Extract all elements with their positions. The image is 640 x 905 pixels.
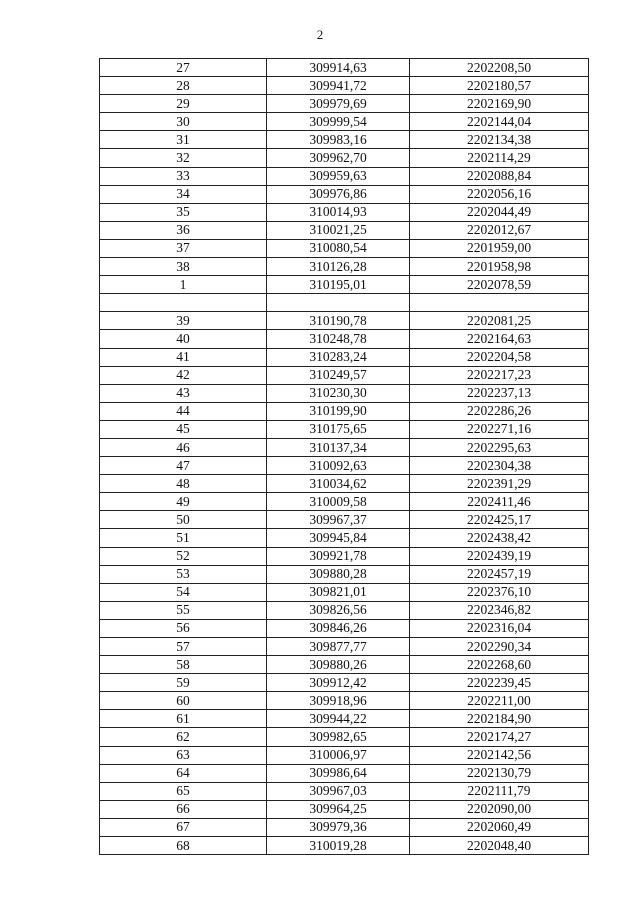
point-number-cell: 65 bbox=[100, 782, 267, 800]
y-coordinate-cell: 2202078,59 bbox=[410, 276, 589, 294]
y-coordinate-cell: 2202164,63 bbox=[410, 330, 589, 348]
table-row bbox=[100, 818, 589, 836]
x-coordinate-cell: 309964,25 bbox=[267, 800, 410, 818]
table-row bbox=[100, 438, 589, 456]
y-coordinate-cell: 2202130,79 bbox=[410, 764, 589, 782]
x-coordinate-cell: 310199,90 bbox=[267, 402, 410, 420]
y-coordinate-cell: 2201958,98 bbox=[410, 258, 589, 276]
x-coordinate-cell: 310248,78 bbox=[267, 330, 410, 348]
table-row bbox=[100, 475, 589, 493]
point-number-cell: 31 bbox=[100, 131, 267, 149]
table-row bbox=[100, 837, 589, 855]
point-number-cell: 58 bbox=[100, 656, 267, 674]
x-coordinate-cell: 310009,58 bbox=[267, 493, 410, 511]
y-coordinate-cell: 2202376,10 bbox=[410, 583, 589, 601]
table-row bbox=[100, 131, 589, 149]
table-row bbox=[100, 782, 589, 800]
y-coordinate-cell: 2202304,38 bbox=[410, 457, 589, 475]
table-row bbox=[100, 529, 589, 547]
point-number-cell: 44 bbox=[100, 402, 267, 420]
y-coordinate-cell: 2202295,63 bbox=[410, 438, 589, 456]
y-coordinate-cell: 2202012,67 bbox=[410, 221, 589, 239]
x-coordinate-cell: 309999,54 bbox=[267, 113, 410, 131]
table-row bbox=[100, 601, 589, 619]
x-coordinate-cell: 310021,25 bbox=[267, 221, 410, 239]
point-number-cell: 27 bbox=[100, 59, 267, 77]
y-coordinate-cell: 2202346,82 bbox=[410, 601, 589, 619]
point-number-cell: 1 bbox=[100, 276, 267, 294]
point-number-cell: 49 bbox=[100, 493, 267, 511]
y-coordinate-cell: 2202044,49 bbox=[410, 203, 589, 221]
x-coordinate-cell: 310080,54 bbox=[267, 239, 410, 257]
table-row bbox=[100, 384, 589, 402]
point-number-cell: 56 bbox=[100, 619, 267, 637]
table-row bbox=[100, 258, 589, 276]
y-coordinate-cell: 2202088,84 bbox=[410, 167, 589, 185]
point-number-cell: 59 bbox=[100, 674, 267, 692]
x-coordinate-cell: 310034,62 bbox=[267, 475, 410, 493]
y-coordinate-cell: 2202316,04 bbox=[410, 619, 589, 637]
point-number-cell: 53 bbox=[100, 565, 267, 583]
y-coordinate-cell: 2202142,56 bbox=[410, 746, 589, 764]
x-coordinate-cell: 309912,42 bbox=[267, 674, 410, 692]
x-coordinate-cell: 309914,63 bbox=[267, 59, 410, 77]
y-coordinate-cell: 2202144,04 bbox=[410, 113, 589, 131]
y-coordinate-cell: 2202217,23 bbox=[410, 366, 589, 384]
point-number-cell: 66 bbox=[100, 800, 267, 818]
x-coordinate-cell: 309959,63 bbox=[267, 167, 410, 185]
table-row bbox=[100, 330, 589, 348]
table-row bbox=[100, 95, 589, 113]
y-coordinate-cell: 2202090,00 bbox=[410, 800, 589, 818]
table-row bbox=[100, 565, 589, 583]
y-coordinate-cell: 2202438,42 bbox=[410, 529, 589, 547]
y-coordinate-cell: 2202134,38 bbox=[410, 131, 589, 149]
point-number-cell: 54 bbox=[100, 583, 267, 601]
table-row bbox=[100, 457, 589, 475]
y-coordinate-cell: 2201959,00 bbox=[410, 239, 589, 257]
y-coordinate-cell: 2202439,19 bbox=[410, 547, 589, 565]
table-row bbox=[100, 692, 589, 710]
y-coordinate-cell: 2202391,29 bbox=[410, 475, 589, 493]
point-number-cell: 43 bbox=[100, 384, 267, 402]
point-number-cell: 50 bbox=[100, 511, 267, 529]
y-coordinate-cell: 2202081,25 bbox=[410, 312, 589, 330]
coordinates-table bbox=[99, 58, 589, 855]
y-coordinate-cell: 2202211,00 bbox=[410, 692, 589, 710]
point-number-cell: 34 bbox=[100, 185, 267, 203]
table-row bbox=[100, 638, 589, 656]
point-number-cell: 46 bbox=[100, 438, 267, 456]
separator-row bbox=[100, 294, 589, 312]
x-coordinate-cell: 310283,24 bbox=[267, 348, 410, 366]
y-coordinate-cell: 2202060,49 bbox=[410, 818, 589, 836]
point-number-cell: 67 bbox=[100, 818, 267, 836]
y-coordinate-cell: 2202111,79 bbox=[410, 782, 589, 800]
point-number-cell: 41 bbox=[100, 348, 267, 366]
point-number-cell: 38 bbox=[100, 258, 267, 276]
y-coordinate-cell: 2202048,40 bbox=[410, 837, 589, 855]
point-number-cell: 29 bbox=[100, 95, 267, 113]
table-row bbox=[100, 167, 589, 185]
table-row bbox=[100, 746, 589, 764]
table-row bbox=[100, 77, 589, 95]
x-coordinate-cell: 309979,69 bbox=[267, 95, 410, 113]
x-coordinate-cell: 310195,01 bbox=[267, 276, 410, 294]
x-coordinate-cell: 309846,26 bbox=[267, 619, 410, 637]
table-row bbox=[100, 493, 589, 511]
point-number-cell: 63 bbox=[100, 746, 267, 764]
x-coordinate-cell: 309983,16 bbox=[267, 131, 410, 149]
table-row bbox=[100, 764, 589, 782]
table-row bbox=[100, 547, 589, 565]
coordinates-table-body bbox=[100, 59, 589, 855]
point-number-cell: 57 bbox=[100, 638, 267, 656]
y-coordinate-cell: 2202425,17 bbox=[410, 511, 589, 529]
point-number-cell: 68 bbox=[100, 837, 267, 855]
table-row bbox=[100, 656, 589, 674]
y-coordinate-cell: 2202290,34 bbox=[410, 638, 589, 656]
point-number-cell: 45 bbox=[100, 420, 267, 438]
y-coordinate-cell: 2202184,90 bbox=[410, 710, 589, 728]
y-coordinate-cell: 2202056,16 bbox=[410, 185, 589, 203]
x-coordinate-cell: 309967,03 bbox=[267, 782, 410, 800]
point-number-cell: 42 bbox=[100, 366, 267, 384]
point-number-cell: 61 bbox=[100, 710, 267, 728]
table-row bbox=[100, 113, 589, 131]
point-number-cell: 32 bbox=[100, 149, 267, 167]
y-coordinate-cell: 2202268,60 bbox=[410, 656, 589, 674]
point-number-cell: 51 bbox=[100, 529, 267, 547]
point-number-cell: 30 bbox=[100, 113, 267, 131]
point-number-cell: 47 bbox=[100, 457, 267, 475]
point-number-cell bbox=[100, 294, 267, 312]
table-row bbox=[100, 674, 589, 692]
table-row bbox=[100, 348, 589, 366]
table-row bbox=[100, 239, 589, 257]
table-row bbox=[100, 800, 589, 818]
x-coordinate-cell: 309921,78 bbox=[267, 547, 410, 565]
point-number-cell: 39 bbox=[100, 312, 267, 330]
table-row bbox=[100, 203, 589, 221]
table-row bbox=[100, 276, 589, 294]
x-coordinate-cell: 310006,97 bbox=[267, 746, 410, 764]
point-number-cell: 37 bbox=[100, 239, 267, 257]
x-coordinate-cell: 310092,63 bbox=[267, 457, 410, 475]
table-row bbox=[100, 728, 589, 746]
x-coordinate-cell: 309986,64 bbox=[267, 764, 410, 782]
x-coordinate-cell: 309982,65 bbox=[267, 728, 410, 746]
table-row bbox=[100, 619, 589, 637]
x-coordinate-cell: 310190,78 bbox=[267, 312, 410, 330]
page-number: 2 bbox=[316, 27, 324, 42]
x-coordinate-cell: 310126,28 bbox=[267, 258, 410, 276]
point-number-cell: 28 bbox=[100, 77, 267, 95]
y-coordinate-cell: 2202204,58 bbox=[410, 348, 589, 366]
y-coordinate-cell: 2202180,57 bbox=[410, 77, 589, 95]
x-coordinate-cell: 310014,93 bbox=[267, 203, 410, 221]
x-coordinate-cell: 309918,96 bbox=[267, 692, 410, 710]
x-coordinate-cell: 309945,84 bbox=[267, 529, 410, 547]
table-row bbox=[100, 583, 589, 601]
point-number-cell: 62 bbox=[100, 728, 267, 746]
y-coordinate-cell: 2202411,46 bbox=[410, 493, 589, 511]
y-coordinate-cell: 2202114,29 bbox=[410, 149, 589, 167]
x-coordinate-cell: 309880,26 bbox=[267, 656, 410, 674]
y-coordinate-cell: 2202237,13 bbox=[410, 384, 589, 402]
x-coordinate-cell: 310230,30 bbox=[267, 384, 410, 402]
table-row bbox=[100, 149, 589, 167]
x-coordinate-cell: 309941,72 bbox=[267, 77, 410, 95]
table-row bbox=[100, 59, 589, 77]
point-number-cell: 64 bbox=[100, 764, 267, 782]
x-coordinate-cell: 309967,37 bbox=[267, 511, 410, 529]
x-coordinate-cell bbox=[267, 294, 410, 312]
y-coordinate-cell bbox=[410, 294, 589, 312]
table-row bbox=[100, 221, 589, 239]
x-coordinate-cell: 309944,22 bbox=[267, 710, 410, 728]
table-row bbox=[100, 402, 589, 420]
y-coordinate-cell: 2202271,16 bbox=[410, 420, 589, 438]
x-coordinate-cell: 309877,77 bbox=[267, 638, 410, 656]
point-number-cell: 48 bbox=[100, 475, 267, 493]
y-coordinate-cell: 2202174,27 bbox=[410, 728, 589, 746]
x-coordinate-cell: 309880,28 bbox=[267, 565, 410, 583]
point-number-cell: 35 bbox=[100, 203, 267, 221]
table-row bbox=[100, 366, 589, 384]
y-coordinate-cell: 2202169,90 bbox=[410, 95, 589, 113]
point-number-cell: 55 bbox=[100, 601, 267, 619]
point-number-cell: 36 bbox=[100, 221, 267, 239]
x-coordinate-cell: 309821,01 bbox=[267, 583, 410, 601]
x-coordinate-cell: 310249,57 bbox=[267, 366, 410, 384]
table-row bbox=[100, 185, 589, 203]
x-coordinate-cell: 310137,34 bbox=[267, 438, 410, 456]
table-row bbox=[100, 710, 589, 728]
table-row bbox=[100, 312, 589, 330]
x-coordinate-cell: 310019,28 bbox=[267, 837, 410, 855]
y-coordinate-cell: 2202239,45 bbox=[410, 674, 589, 692]
x-coordinate-cell: 309826,56 bbox=[267, 601, 410, 619]
table-row bbox=[100, 511, 589, 529]
point-number-cell: 60 bbox=[100, 692, 267, 710]
x-coordinate-cell: 310175,65 bbox=[267, 420, 410, 438]
point-number-cell: 52 bbox=[100, 547, 267, 565]
x-coordinate-cell: 309976,86 bbox=[267, 185, 410, 203]
x-coordinate-cell: 309979,36 bbox=[267, 818, 410, 836]
y-coordinate-cell: 2202286,26 bbox=[410, 402, 589, 420]
table-row bbox=[100, 420, 589, 438]
y-coordinate-cell: 2202457,19 bbox=[410, 565, 589, 583]
y-coordinate-cell: 2202208,50 bbox=[410, 59, 589, 77]
point-number-cell: 40 bbox=[100, 330, 267, 348]
x-coordinate-cell: 309962,70 bbox=[267, 149, 410, 167]
point-number-cell: 33 bbox=[100, 167, 267, 185]
